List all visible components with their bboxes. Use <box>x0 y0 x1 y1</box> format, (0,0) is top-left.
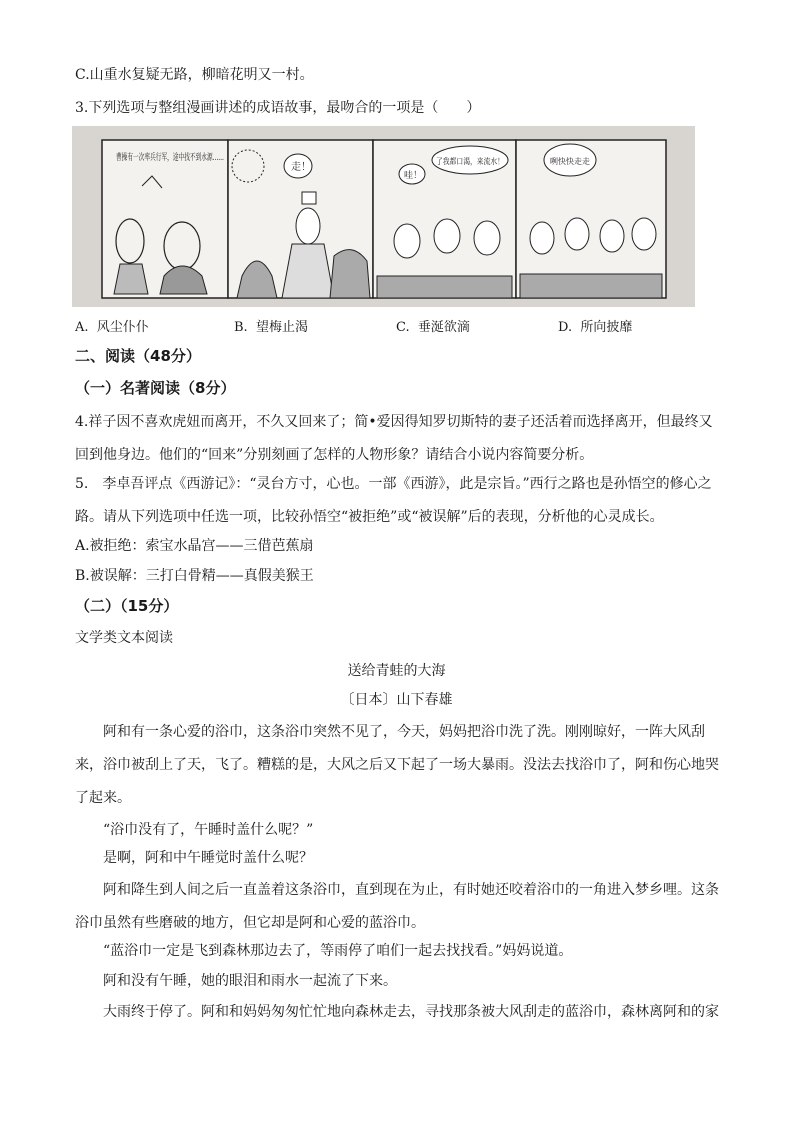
story-author: 〔日本〕山下春雄 <box>340 692 453 708</box>
q5-text: 5. 李卓吾评点《西游记》：“灵台方寸，心也。一部《西游》，此是宗旨。”西行之路也是孙悟空的修心之路。请从下列选项中任选一项，比较孙悟空“被拒绝”或“被误解”后的表现，分析他的心灵成长。 <box>75 476 712 525</box>
panel1-caption: 曹操有一次率兵行军，途中找不到水源…… <box>116 153 288 163</box>
story-paragraph: 阿和有一条心爱的浴巾，这条浴巾突然不见了，今天，妈妈把浴巾洗了洗。刚刚晾好，一阵大风刮来，浴巾被刮上了天，飞了。糟糕的是，大风之后又下起了一场大暴雨。没法去找浴巾了，阿和伤心地哭了起来。 <box>75 724 719 806</box>
comic-strip-image <box>72 126 695 307</box>
panel4-bubble: 咧快快走走 <box>550 157 590 166</box>
comic-panel-1 <box>102 140 288 298</box>
reading-type-label: 文学类文本阅读 <box>75 630 173 646</box>
story-title: 送给青蛙的大海 <box>347 663 446 679</box>
q5-option-b: B.被误解：三打白骨精——真假美猴王 <box>75 568 314 584</box>
story-paragraph: “浴巾没有了，午睡时盖什么呢？” <box>103 822 314 838</box>
section-2-title: 二、阅读（48分） <box>75 347 201 365</box>
q3-stem: 3.下列选项与整组漫画讲述的成语故事，最吻合的一项是（ ） <box>75 100 481 116</box>
panel3-bubble-b: 了我都口渴，来流水！ <box>436 157 516 166</box>
q4-text: 4.祥子因不喜欢虎妞而离开，不久又回来了；简•爱因得知罗切斯特的妻子还活着而选择离开，但最终又回到他身边。他们的“回来”分别刻画了怎样的人物形象？请结合小说内容简要分析。 <box>75 414 713 463</box>
q3-options <box>75 316 715 338</box>
q3-option-d: D. 所向披靡 <box>558 320 633 335</box>
q5-option-a: A.被拒绝：索宝水晶宫——三借芭蕉扇 <box>75 538 314 554</box>
story-paragraph: 是啊，阿和中午睡觉时盖什么呢？ <box>103 850 313 866</box>
subsection-1-title: （一）名著阅读（8分） <box>75 379 236 397</box>
q3-option-c: C. 垂涎欲滴 <box>396 320 470 335</box>
comic-panel-2 <box>228 140 373 298</box>
q3-option-a: A. 风尘仆仆 <box>75 320 149 335</box>
comic-panel-4 <box>516 140 666 298</box>
panel2-bubble: 走！ <box>291 162 311 173</box>
panel3-bubble-a: 哇！ <box>404 171 423 181</box>
story-paragraph: 大雨终于停了。阿和和妈妈匆匆忙忙地向森林走去，寻找那条被大风刮走的蓝浴巾，森林离阿和的家 <box>103 1004 719 1020</box>
q2-option-c: C.山重水复疑无路，柳暗花明又一村。 <box>75 67 314 83</box>
story-paragraph: 阿和降生到人间之后一直盖着这条浴巾，直到现在为止，有时她还咬着浴巾的一角进入梦乡哩。这条浴巾虽然有些磨破的地方，但它却是阿和心爱的蓝浴巾。 <box>75 882 719 931</box>
story-paragraph: 阿和没有午睡，她的眼泪和雨水一起流了下来。 <box>103 973 397 989</box>
subsection-2-title: （二）（15分） <box>75 597 179 615</box>
story-paragraph: “蓝浴巾一定是飞到森林那边去了，等雨停了咱们一起去找找看。”妈妈说道。 <box>103 943 573 959</box>
q3-option-b: B. 望梅止渴 <box>234 320 308 335</box>
comic-panel-3 <box>373 140 516 298</box>
